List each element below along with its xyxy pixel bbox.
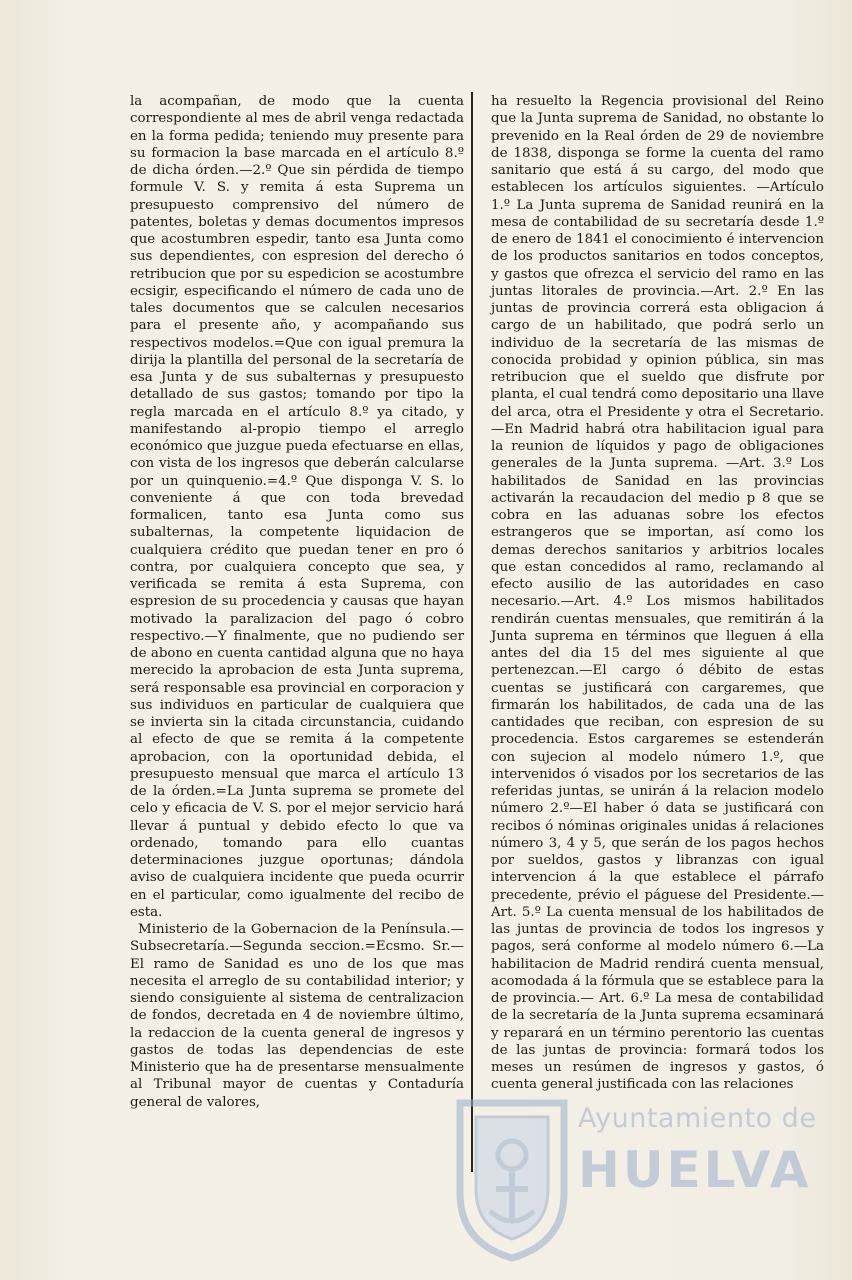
text-column-right [491, 93, 824, 1094]
column-divider [471, 92, 473, 1172]
text-column-left [130, 93, 464, 1111]
paragraph: la acompañan, de modo que la cuenta correspondiente al mes de abril venga redactada en la forma pedida; teniendo muy presente para su formacion la base marcada en el artículo 8.º de dicha órden.—2.º Que sin pérdida de tiempo formule V. S. y remita á esta Suprema un presupuesto comprensivo del número de patentes, boletas y demas documentos impresos que acostumbren espedir, tanto esa Junta como sus dependientes, con espresion del derecho ó retribucion que por su espedicion se acostumbre ecsigir, especificando el número de cada uno de tales documentos que se calculen necesarios para el presente año, y acompañando sus respectivos modelos.=Que con igual premura la dirija la plantilla del personal de la secretaría de esa Junta y de sus subalternas y presupuesto detallado de sus gastos; tomando por tipo la regla marcada en el artículo 8.º ya citado, y manifestando al-propio tiempo el arreglo económico que juzgue pueda efectuarse en ellas, con vista de los ingresos que deberán calcularse por un quinquenio.=4.º Que disponga V. S. lo conveniente á que con toda brevedad formalicen, tanto esa Junta como sus subalternas, la competente liquidacion de cualquiera crédito que puedan tener en pro ó contra, por cualquiera concepto que sea, y verificada se remita á esta Suprema, con espresion de su procedencia y causas que hayan motivado la paralizacion del pago ó cobro respectivo.—Y finalmente, que no pudiendo ser de abono en cuenta cantidad alguna que no haya merecido la aprobacion de esta Junta suprema, será responsable esa provincial en corporacion y sus individuos en particular de cualquiera que se invierta sin la citada circunstancia, cuidando al efecto de que se remita á la competente aprobacion, con la oportunidad debida, el presupuesto mensual que marca el artículo 13 de la órden.=La Junta suprema se promete del celo y eficacia de V. S. por el mejor servicio hará llevar á puntual y debido efecto lo que va ordenado, tomando para ello cuantas determinaciones juzgue oportunas; dándola aviso de cualquiera incidente que pueda ocurrir en el particular, como igualmente del recibo de esta. [130, 94, 464, 920]
watermark-line1: Ayuntamiento de [578, 1103, 817, 1134]
paragraph: ha resuelto la Regencia provisional del Reino que la Junta suprema de Sanidad, no obstante lo prevenido en la Real órden de 29 de noviembre de 1838, disponga se forme la cuenta del ramo sanitario que está á su cargo, del modo que establecen los artículos siguientes. —Artículo 1.º La Junta suprema de Sanidad reunirá en la mesa de contabilidad de su secretaría desde 1.º de enero de 1841 el conocimiento é intervencion de los productos sanitarios en todos conceptos, y gastos que ofrezca el servicio del ramo en las juntas litorales de provincia.—Art. 2.º En las juntas de provincia correrá esta obligacion á cargo de un habilitado, que podrá serlo un individuo de la secretaría de las mismas de conocida probidad y opinion pública, sin mas retribucion que el sueldo que disfrute por planta, el cual tendrá como depositario una llave del arca, otra el Presidente y otra el Secretario.—En Madrid habrá otra habilitacion igual para la reunion de líquidos y pago de obligaciones generales de la Junta suprema. —Art. 3.º Los habilitados de Sanidad en las provincias activarán la recaudacion del medio p 8 que se cobra en las aduanas sobre los efectos estrangeros que se importan, así como los demas derechos sanitarios y arbitrios locales que estan concedidos al ramo, reclamando al efecto ausilio de las autoridades en caso necesario.—Art. 4.º Los mismos habilitados rendirán cuentas mensuales, que remitirán á la Junta suprema en términos que lleguen á ella antes del dia 15 del mes siguiente al que pertenezcan.—El cargo ó débito de estas cuentas se justificará con cargaremes, que firmarán los habilitados, de cada una de las cantidades que reciban, con espresion de su procedencia. Estos cargaremes se estenderán con sujecion al modelo número 1.º, que intervenidos ó visados por los secretarios de las referidas juntas, se unirán á la relacion modelo número 2.º—El haber ó data se justificará con recibos ó nóminas originales unidas á relaciones número 3, 4 y 5, que serán de los pagos hechos por sueldos, gastos y libranzas con igual intervencion á la que establece el párrafo precedente, prévio el páguese del Presidente.—Art. 5.º La cuenta mensual de los habilitados de las juntas de provincia de todos los ingresos y pagos, será conforme al modelo número 6.—La habilitacion de Madrid rendirá cuenta mensual, acomodada á la fórmula que se establece para la de provincia.— Art. 6.º La mesa de contabilidad de la secretaría de la Junta suprema ecsaminará y reparará en un término perentorio las cuentas de las juntas de provincia: formará todos los meses un resúmen de ingresos y gastos, ó cuenta general justificada con las relaciones [491, 94, 824, 1093]
shield-logo-icon [450, 1093, 574, 1263]
watermark [438, 1085, 817, 1275]
paragraph: Ministerio de la Gobernacion de la Península.—Subsecretaría.—Segunda seccion.=Ecsmo. Sr.—El ramo de Sanidad es uno de los que mas necesita el arreglo de su contabilidad interior; y siendo consiguiente al sistema de centralizacion de fondos, decretada en 4 de noviembre último, la redaccion de la cuenta general de ingresos y gastos de todas las dependencias de este Ministerio que ha de presentarse mensualmente al Tribunal mayor de cuentas y Contaduría general de valores, [130, 922, 464, 1110]
watermark-line2: HUELVA [578, 1141, 812, 1199]
